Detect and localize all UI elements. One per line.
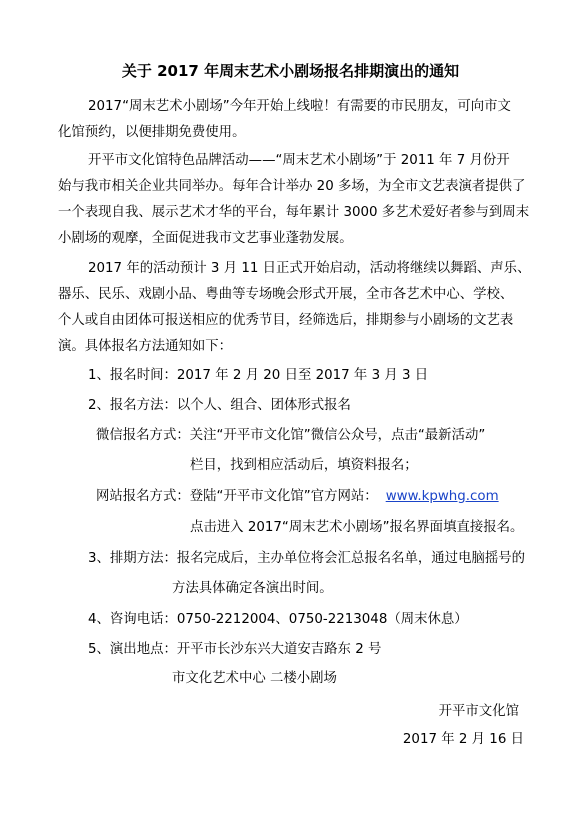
item-scheduling-line-2: 方法具体确定各演出时间。 [172,581,333,596]
paragraph-3-line-4: 演。具体报名方法通知如下： [58,339,233,354]
paragraph-3-line-2: 器乐、民乐、戏剧小品、粤曲等专场晚会形式开展，全市各艺术中心、学校、 [58,287,514,302]
notice-title: 关于 2017 年周末艺术小剧场报名排期演出的通知 [121,62,460,80]
paragraph-2-line-4: 小剧场的观摩，全面促进我市文艺事业蓬勃发展。 [58,231,353,246]
paragraph-3-line-1: 2017 年的活动预计 3 月 11 日正式开始启动，活动将继续以舞蹈、声乐、 [88,261,531,276]
paragraph-2-line-1: 开平市文化馆特色品牌活动——“周末艺术小剧场”于 2011 年 7 月份开 [88,153,510,168]
item-venue-line-2: 市文化艺术中心 二楼小剧场 [172,671,337,686]
website-method-prefix: 网站报名方式：登陆“开平市文化馆”官方网站： [96,489,378,504]
item-registration-method: 2、报名方法：以个人、组合、团体形式报名 [88,398,351,413]
paragraph-3-line-3: 个人或自由团体可报送相应的优秀节目，经筛选后，排期参与小剧场的文艺表 [58,313,514,328]
website-method-line-2: 点击进入 2017“周末艺术小剧场”报名界面填直接报名。 [190,520,524,535]
signature-date: 2017 年 2 月 16 日 [402,732,524,747]
signature-organization: 开平市文化馆 [438,704,519,719]
item-contact-phone: 4、咨询电话：0750-2212004、0750-2213048（周末休息） [88,612,468,627]
item-venue-line-1: 5、演出地点：开平市长沙东兴大道安吉路东 2 号 [88,642,382,657]
wechat-method-line-2: 栏目，找到相应活动后，填资料报名； [190,458,418,473]
item-scheduling-line-1: 3、排期方法：报名完成后，主办单位将会汇总报名名单，通过电脑摇号的 [88,551,526,566]
item-registration-time: 1、报名时间：2017 年 2 月 20 日至 2017 年 3 月 3 日 [88,368,429,383]
paragraph-2-line-3: 一个表现自我、展示艺术才华的平台，每年累计 3000 多艺术爱好者参与到周末 [58,205,530,220]
website-url-link[interactable]: www.kpwhg.com [385,489,499,504]
paragraph-1-line-2: 化馆预约，以便排期免费使用。 [58,125,246,140]
wechat-method-line-1: 微信报名方式：关注“开平市文化馆”微信公众号，点击“最新活动” [96,428,486,443]
website-method-line-1 [96,488,499,506]
paragraph-2-line-2: 始与我市相关企业共同举办。每年合计举办 20 多场，为全市文艺表演者提供了 [58,179,526,194]
paragraph-1-line-1: 2017“周末艺术小剧场”今年开始上线啦！有需要的市民朋友，可向市文 [88,99,511,114]
